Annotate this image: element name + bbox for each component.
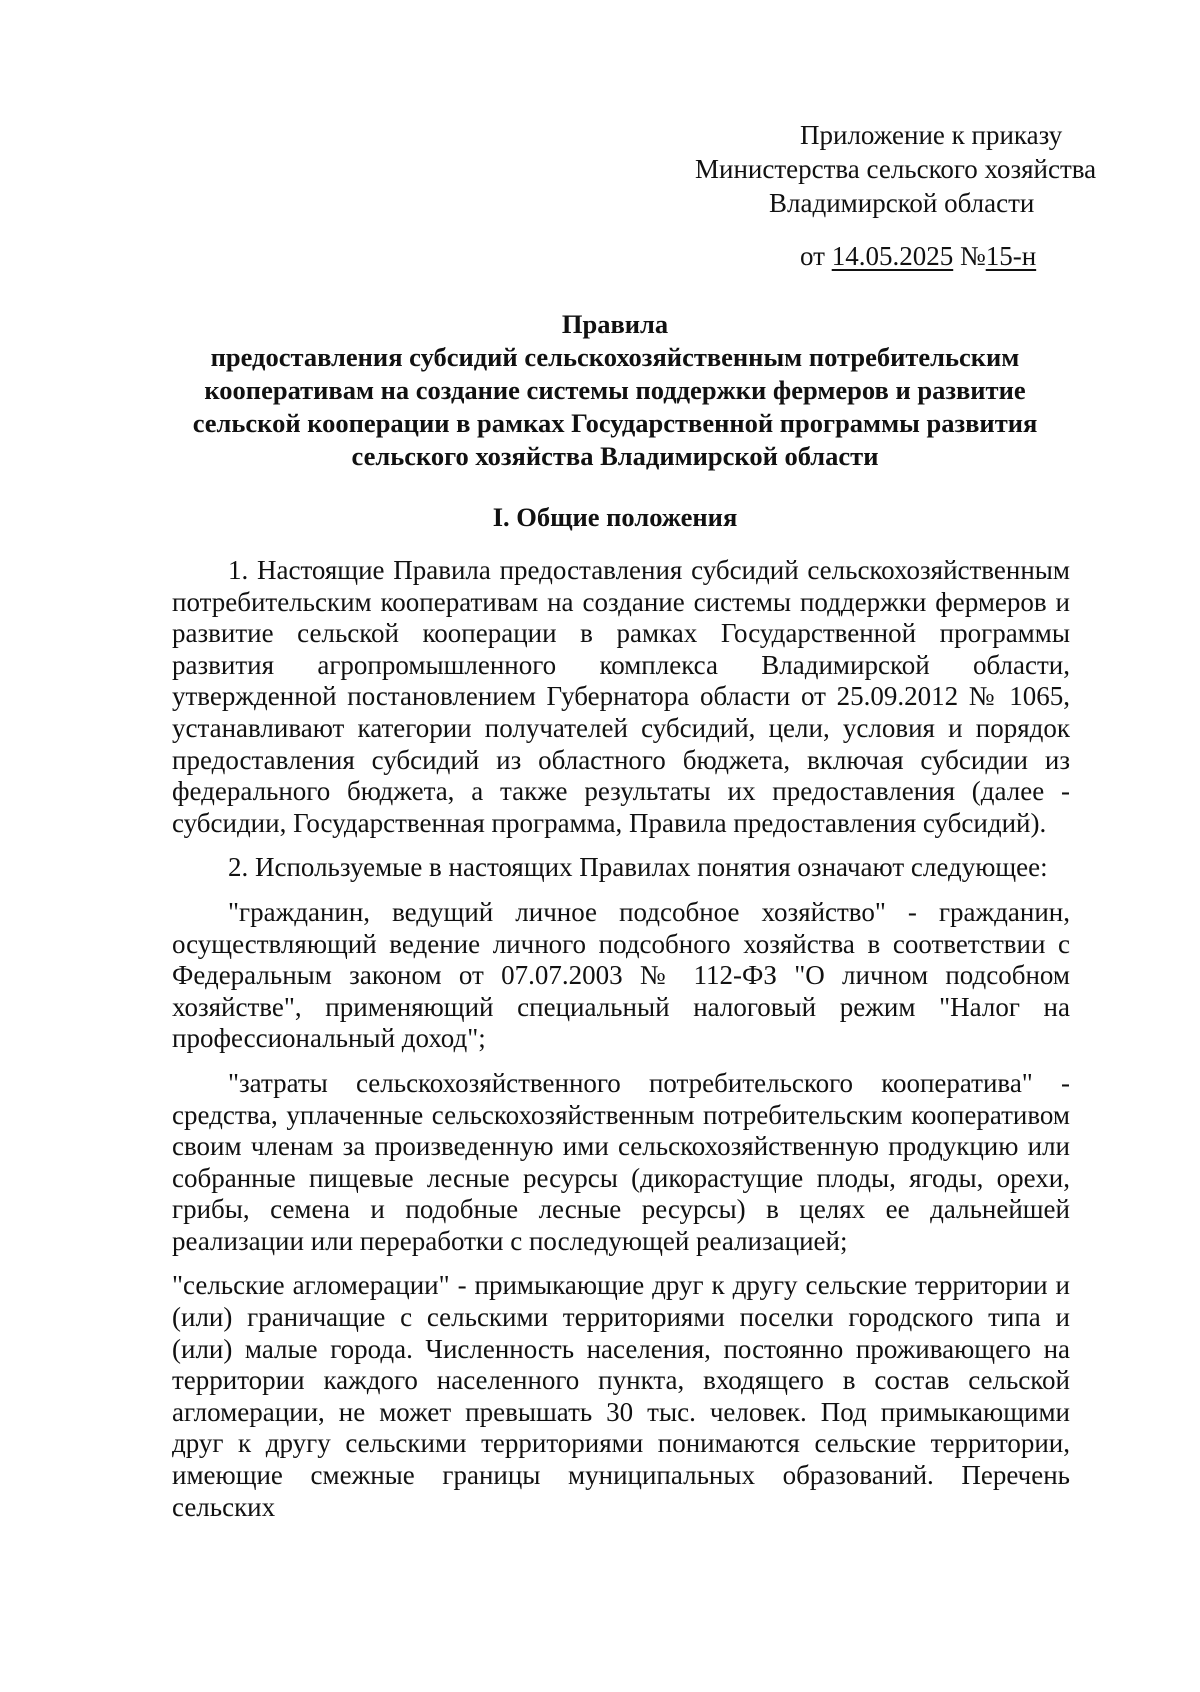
- title-line-3: сельской кооперации в рамках Государственной программы развития: [192, 408, 1038, 438]
- section-heading: I. Общие положения: [492, 502, 738, 532]
- appendix-date-line: [800, 239, 1140, 273]
- document-title: [150, 308, 1080, 473]
- title-line-1: предоставления субсидий сельскохозяйственным потребительским: [210, 342, 1020, 372]
- paragraph-definition-costs: "затраты сельскохозяйственного потребительского кооператива" - средства, уплаченные сельскохозяйственным потребительским кооперативом своим членам за произведенную ими сельскохозяйственную продукцию или собранные пищевые лесные ресурсы (дикорастущие плоды, ягоды, орехи, грибы, семена и подобные лесные ресурсы) в целях ее дальнейшей реализации или переработки с последующей реализацией;: [172, 1067, 1070, 1256]
- title-heading: Правила: [561, 309, 669, 339]
- appendix-date-prefix: от: [800, 241, 832, 271]
- paragraph-definition-lph: "гражданин, ведущий личное подсобное хозяйство" - гражданин, осуществляющий ведение личного подсобного хозяйства в соответствии с Федеральным законом от 07.07.2003 № 112-ФЗ "О личном подсобном хозяйстве", применяющий специальный налоговый режим "Налог на профессиональный доход";: [172, 896, 1070, 1054]
- title-line-2: кооперативам на создание системы поддержки фермеров и развитие: [204, 375, 1026, 405]
- appendix-block: [640, 118, 1140, 273]
- appendix-date: 14.05.2025: [831, 241, 954, 271]
- title-line-4: сельского хозяйства Владимирской области: [351, 441, 879, 471]
- appendix-number-sign: №: [953, 241, 986, 271]
- appendix-line-1: Приложение к приказу: [800, 120, 1063, 150]
- appendix-line-3: Владимирской области: [769, 188, 1035, 218]
- paragraph-1: 1. Настоящие Правила предоставления субсидий сельскохозяйственным потребительским кооперативам на создание системы поддержки фермеров и развитие сельской кооперации в рамках Государственной программы развития агропромышленного комплекса Владимирской области, утвержденной постановлением Губернатора области от 25.09.2012 № 1065, устанавливают категории получателей субсидий, цели, условия и порядок предоставления субсидий из областного бюджета, включая субсидии из федерального бюджета, а также результаты их предоставления (далее - субсидии, Государственная программа, Правила предоставления субсидий).: [172, 555, 1070, 838]
- paragraph-definition-agglomerations: "сельские агломерации" - примыкающие друг к другу сельские территории и (или) граничащие с сельскими территориями поселки городского типа и (или) малые города. Численность населения, постоянно проживающего на территории каждого населенного пункта, входящего в состав сельской агломерации, не может превышать 30 тыс. человек. Под примыкающими друг к другу сельскими территориями понимаются сельские территории, имеющие смежные границы муниципальных образований. Перечень сельских: [172, 1270, 1070, 1522]
- appendix-number: 15-н: [985, 241, 1037, 271]
- appendix-line-2: Министерства сельского хозяйства: [695, 154, 1097, 184]
- document-body: [172, 555, 1070, 1536]
- paragraph-2: 2. Используемые в настоящих Правилах понятия означают следующее:: [228, 852, 1048, 883]
